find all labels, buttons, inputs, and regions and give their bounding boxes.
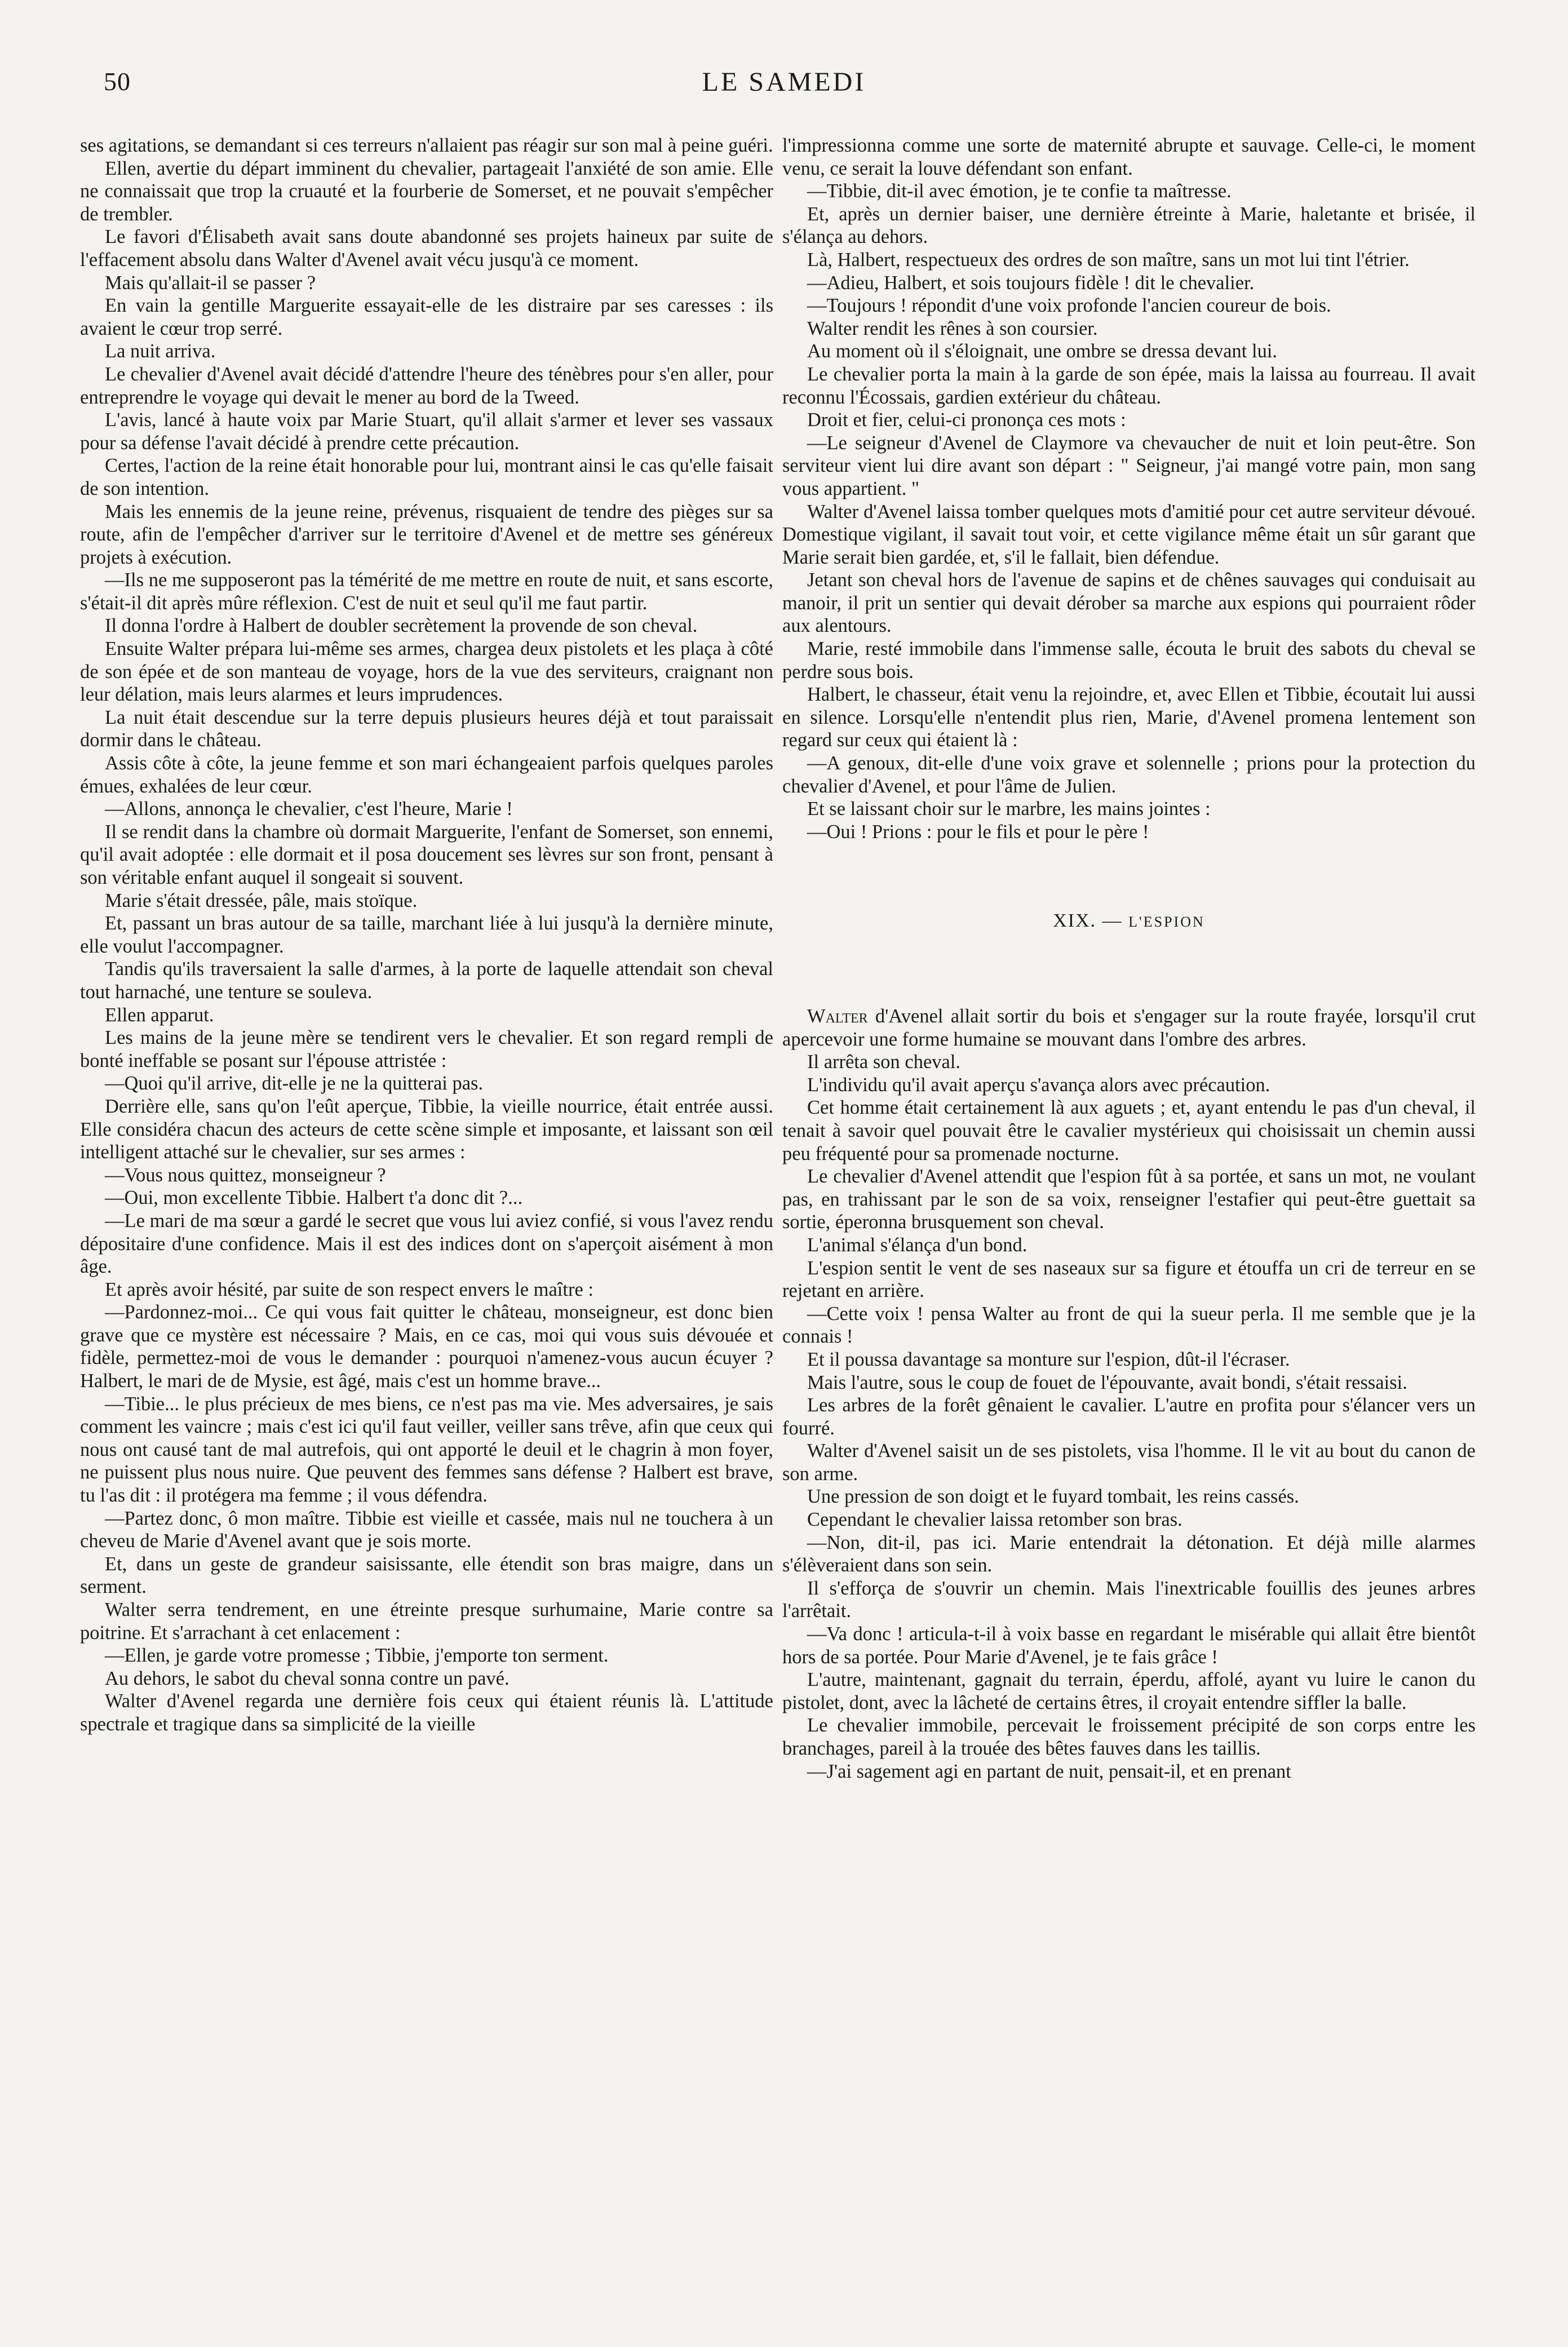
section-title: L'ESPION <box>1128 914 1205 931</box>
paragraph: —Ils ne me supposeront pas la témérité de me mettre en route de nuit, et sans escorte, s'était-il dit après mûre réflexion. C'est de nuit et seul qu'il me faut partir. <box>80 569 773 614</box>
running-head <box>85 67 1483 106</box>
paragraph: —J'ai sagement agi en partant de nuit, pensait-il, et en prenant <box>807 1760 1291 1782</box>
paragraph: —Vous nous quittez, monseigneur ? <box>105 1164 386 1186</box>
paragraph: Il arrêta son cheval. <box>807 1051 961 1073</box>
paragraph: L'espion sentit le vent de ses naseaux sur sa figure et étouffa un cri de terreur en se rejetant en arrière. <box>782 1257 1476 1302</box>
paragraph: —Pardonnez-moi... Ce qui vous fait quitter le château, monseigneur, est donc bien grave que ce mystère est nécessaire ? Mais, en ce cas, moi qui vous suis dévouée et fidèle, permettez-moi de vous le demander : pourquoi n'amenez-vous aucun écuyer ? Halbert, le mari de de Mysie, est âgé, mais c'est un homme brave... <box>80 1301 773 1392</box>
paragraph: —Le seigneur d'Avenel de Claymore va chevaucher de nuit et loin peut-être. Son serviteur vient lui dire avant son départ : " Seigneur, j'ai mangé votre pain, mon sang vous appartient. " <box>782 432 1476 499</box>
paragraph: En vain la gentille Marguerite essayait-elle de les distraire par ses caresses : ils avaient le cœur trop serré. <box>80 295 773 339</box>
paragraph: Tandis qu'ils traversaient la salle d'armes, à la porte de laquelle attendait son cheval tout harnaché, une tenture se souleva. <box>80 958 773 1003</box>
paragraph: Il se rendit dans la chambre où dormait Marguerite, l'enfant de Somerset, son ennemi, qu'il avait adoptée : elle dormait et il posa doucement ses lèvres sur son front, pensant à son véritable enfant auquel il songeait si souvent. <box>80 821 773 888</box>
right-column <box>782 134 1476 1783</box>
paragraph: —Allons, annonça le chevalier, c'est l'heure, Marie ! <box>105 798 513 820</box>
chapter-continuation <box>782 134 1476 843</box>
paragraph: —A genoux, dit-elle d'une voix grave et solennelle ; prions pour la protection du chevalier d'Avenel, et pour l'âme de Julien. <box>782 752 1476 797</box>
paragraph: Le chevalier porta la main à la garde de son épée, mais la laissa au fourreau. Il avait reconnu l'Écossais, gardien extérieur du château. <box>782 363 1476 408</box>
paragraph: Droit et fier, celui-ci prononça ces mots : <box>807 409 1126 431</box>
paragraph: Cependant le chevalier laissa retomber son bras. <box>807 1509 1182 1531</box>
paragraph: —Tibie... le plus précieux de mes biens, ce n'est pas ma vie. Mes adversaires, je sais comment les vaincre ; mais c'est ici qu'il faut veiller, veiller sans trêve, afin que ceux qui nous ont causé tant de mal autrefois, qui ont apporté le deuil et le chagrin à mon foyer, ne puissent plus nous nuire. Que peuvent des femmes sans défense ? Halbert est brave, tu l'as dit : il protégera ma femme ; il vous défendra. <box>80 1393 773 1507</box>
paragraph: Là, Halbert, respectueux des ordres de son maître, sans un mot lui tint l'étrier. <box>807 249 1410 271</box>
paragraph: Certes, l'action de la reine était honorable pour lui, montrant ainsi le cas qu'elle faisait de son intention. <box>80 455 773 499</box>
paragraph: Et après avoir hésité, par suite de son respect envers le maître : <box>105 1278 593 1300</box>
paragraph: —Partez donc, ô mon maître. Tibbie est vieille et cassée, mais nul ne touchera à un cheveu de Marie d'Avenel avant que je sois morte. <box>80 1507 773 1552</box>
paragraph: Ellen, avertie du départ imminent du chevalier, partageait l'anxiété de son amie. Elle ne connaissait que trop la cruauté et la fourberie de Somerset, et ne pouvait s'empêcher de trembler. <box>80 157 773 225</box>
paragraph: —Oui, mon excellente Tibbie. Halbert t'a donc dit ?... <box>105 1187 523 1209</box>
paragraph: Ensuite Walter prépara lui-même ses armes, chargea deux pistolets et les plaça à côté de son épée et de son manteau de voyage, hors de la vue des serviteurs, craignant non leur délation, mais leurs alarmes et leurs imprudences. <box>80 638 773 706</box>
paragraph: Et se laissant choir sur le marbre, les mains jointes : <box>807 798 1211 820</box>
paragraph: La nuit arriva. <box>105 340 216 362</box>
paragraph: Ellen apparut. <box>105 1004 214 1026</box>
paragraph: Walter d'Avenel saisit un de ses pistolets, visa l'homme. Il le vit au bout du canon de son arme. <box>782 1440 1476 1485</box>
paragraph: Derrière elle, sans qu'on l'eût aperçue, Tibbie, la vieille nourrice, était entrée aussi. Elle considéra chacun des acteurs de cette scène simple et imposante, et laissant son œil intelligent attaché sur le chevalier, sur ses armes : <box>80 1095 773 1163</box>
paragraph: —Le mari de ma sœur a gardé le secret que vous lui aviez confié, si vous l'avez rendu dépositaire d'une confidence. Mais il est des indices dont on s'aperçoit aisément à mon âge. <box>80 1210 773 1278</box>
paragraph: Walter serra tendrement, en une étreinte presque surhumaine, Marie contre sa poitrine. Et s'arrachant à cet enlacement : <box>80 1599 773 1644</box>
opening-text: d'Avenel allait sortir du bois et s'engager sur la route frayée, lorsqu'il crut apercevoir une forme humaine se mouvant dans l'ombre des arbres. <box>782 1006 1476 1050</box>
page-number: 50 <box>104 67 131 96</box>
paragraph: —Toujours ! répondit d'une voix profonde l'ancien coureur de bois. <box>807 295 1331 317</box>
journal-title: LE SAMEDI <box>702 67 866 97</box>
paragraph: Walter d'Avenel regarda une dernière fois ceux qui étaient réunis là. L'attitude spectrale et tragique dans sa simplicité de la vieille <box>80 1690 773 1735</box>
paragraph: Le favori d'Élisabeth avait sans doute abandonné ses projets haineux par suite de l'effacement absolu dans Walter d'Avenel avait vécu jusqu'à ce moment. <box>80 226 773 271</box>
paragraph: Mais les ennemis de la jeune reine, prévenus, risquaient de tendre des pièges sur sa route, afin de l'empêcher d'arriver sur le territoire d'Avenel et de mettre ses généreux projets à exécution. <box>80 501 773 568</box>
paragraph: l'impressionna comme une sorte de maternité abrupte et sauvage. Celle-ci, le moment venu, ce serait la louve défendant son enfant. <box>782 135 1476 179</box>
paragraph: Assis côte à côte, la jeune femme et son mari échangeaient parfois quelques paroles émues, exhalées de leur cœur. <box>80 752 773 797</box>
paragraph: Il donna l'ordre à Halbert de doubler secrètement la provende de son cheval. <box>105 615 698 637</box>
paragraph: Marie s'était dressée, pâle, mais stoïque. <box>105 889 418 911</box>
paragraph: L'individu qu'il avait aperçu s'avança alors avec précaution. <box>807 1074 1270 1096</box>
left-column <box>80 134 773 1736</box>
paragraph: La nuit était descendue sur la terre depuis plusieurs heures déjà et tout paraissait dormir dans le château. <box>80 706 773 751</box>
paragraph: Il s'efforça de s'ouvrir un chemin. Mais l'inextricable fouillis des jeunes arbres l'arrêtait. <box>782 1577 1476 1622</box>
paragraph: —Tibbie, dit-il avec émotion, je te confie ta maîtresse. <box>807 180 1232 202</box>
opening-word: Walter <box>807 1006 868 1027</box>
paragraph: Au moment où il s'éloignait, une ombre se dressa devant lui. <box>807 340 1278 362</box>
paragraph: —Oui ! Prions : pour le fils et pour le père ! <box>807 821 1149 843</box>
paragraph: —Va donc ! articula-t-il à voix basse en regardant le misérable qui allait être bientôt hors de sa portée. Pour Marie d'Avenel, je te fais grâce ! <box>782 1623 1476 1668</box>
paragraph: Les mains de la jeune mère se tendirent vers le chevalier. Et son regard rempli de bonté ineffable se posant sur l'épouse attristée : <box>80 1027 773 1071</box>
paragraph: Et, après un dernier baiser, une dernière étreinte à Marie, haletante et brisée, il s'élança au dehors. <box>782 203 1476 248</box>
paragraph: Cet homme était certainement là aux aguets ; et, ayant entendu le pas d'un cheval, il tenait à savoir quel pouvait être le cavalier mystérieux qui choisissait un chemin aussi peu fréquenté pour sa promenade nocturne. <box>782 1097 1476 1164</box>
section-number: XIX. — <box>1053 910 1123 932</box>
paragraph: Jetant son cheval hors de l'avenue de sapins et de chênes sauvages qui conduisait au manoir, il prit un sentier qui devait dérober sa marche aux espions qui pourraient rôder aux alentours. <box>782 569 1476 637</box>
section-heading <box>782 910 1476 934</box>
paragraph: Walter rendit les rênes à son coursier. <box>807 317 1098 339</box>
paragraph: Et, passant un bras autour de sa taille, marchant liée à lui jusqu'à la dernière minute, elle voulut l'accompagner. <box>80 913 773 957</box>
paragraph: Walter d'Avenel laissa tomber quelques mots d'amitié pour cet autre serviteur dévoué. Domestique vigilant, il savait tout voir, et cette vigilance même était un sûr garant que Marie serait bien gardée, et, s'il le fallait, bien défendue. <box>782 501 1476 568</box>
paragraph: Halbert, le chasseur, était venu la rejoindre, et, avec Ellen et Tibbie, écoutait lui aussi en silence. Lorsqu'elle n'entendit plus rien, Marie, d'Avenel promena lentement son regard sur ceux qui étaient là : <box>782 684 1476 751</box>
paragraph: —Cette voix ! pensa Walter au front de qui la sueur perla. Il me semble que je la connais ! <box>782 1303 1476 1348</box>
new-section-body <box>782 1005 1476 1783</box>
paragraph: Et, dans un geste de grandeur saisissante, elle étendit son bras maigre, dans un serment. <box>80 1553 773 1598</box>
paragraph: —Ellen, je garde votre promesse ; Tibbie, j'emporte ton serment. <box>105 1645 609 1667</box>
paragraph: Marie, resté immobile dans l'immense salle, écouta le bruit des sabots du cheval se perdre sous bois. <box>782 638 1476 683</box>
paragraph: Le chevalier d'Avenel attendit que l'espion fût à sa portée, et sans un mot, ne voulant pas, en trahissant par le son de sa voix, renseigner l'estafier qui peut-être guettait sa sortie, éperonna brusquement son cheval. <box>782 1166 1476 1233</box>
paragraph: Une pression de son doigt et le fuyard tombait, les reins cassés. <box>807 1486 1299 1508</box>
paragraph: Les arbres de la forêt gênaient le cavalier. L'autre en profita pour s'élancer vers un fourré. <box>782 1394 1476 1439</box>
opening-paragraph <box>782 1005 1476 1051</box>
paragraph: L'avis, lancé à haute voix par Marie Stuart, qu'il allait s'armer et lever ses vassaux pour sa défense l'avait décidé à prendre cette précaution. <box>80 409 773 454</box>
paragraph: L'autre, maintenant, gagnait du terrain, éperdu, affolé, ayant vu luire le canon du pistolet, dont, avec la lâcheté de certains êtres, il croyait entendre siffler la balle. <box>782 1669 1476 1713</box>
paragraph: Et il poussa davantage sa monture sur l'espion, dût-il l'écraser. <box>807 1348 1290 1370</box>
paragraph: —Quoi qu'il arrive, dit-elle je ne la quitterai pas. <box>105 1073 484 1095</box>
paragraph: Au dehors, le sabot du cheval sonna contre un pavé. <box>105 1667 510 1689</box>
paragraph: Mais l'autre, sous le coup de fouet de l'épouvante, avait bondi, s'était ressaisi. <box>807 1371 1407 1393</box>
paragraph: —Non, dit-il, pas ici. Marie entendrait la détonation. Et déjà mille alarmes s'élèveraient dans son sein. <box>782 1531 1476 1577</box>
paragraph: Mais qu'allait-il se passer ? <box>105 272 316 294</box>
paragraph: ses agitations, se demandant si ces terreurs n'allaient pas réagir sur son mal à peine guéri. <box>80 135 773 156</box>
paragraph: Le chevalier immobile, percevait le froissement précipité de son corps entre les branchages, pareil à la trouée des bêtes fauves dans les taillis. <box>782 1715 1476 1759</box>
paragraph: L'animal s'élança d'un bond. <box>807 1234 1027 1256</box>
paragraph: Le chevalier d'Avenel avait décidé d'attendre l'heure des ténèbres pour s'en aller, pour entreprendre le voyage qui devait le mener au bord de la Tweed. <box>80 363 773 408</box>
paragraph: —Adieu, Halbert, et sois toujours fidèle ! dit le chevalier. <box>807 272 1255 294</box>
